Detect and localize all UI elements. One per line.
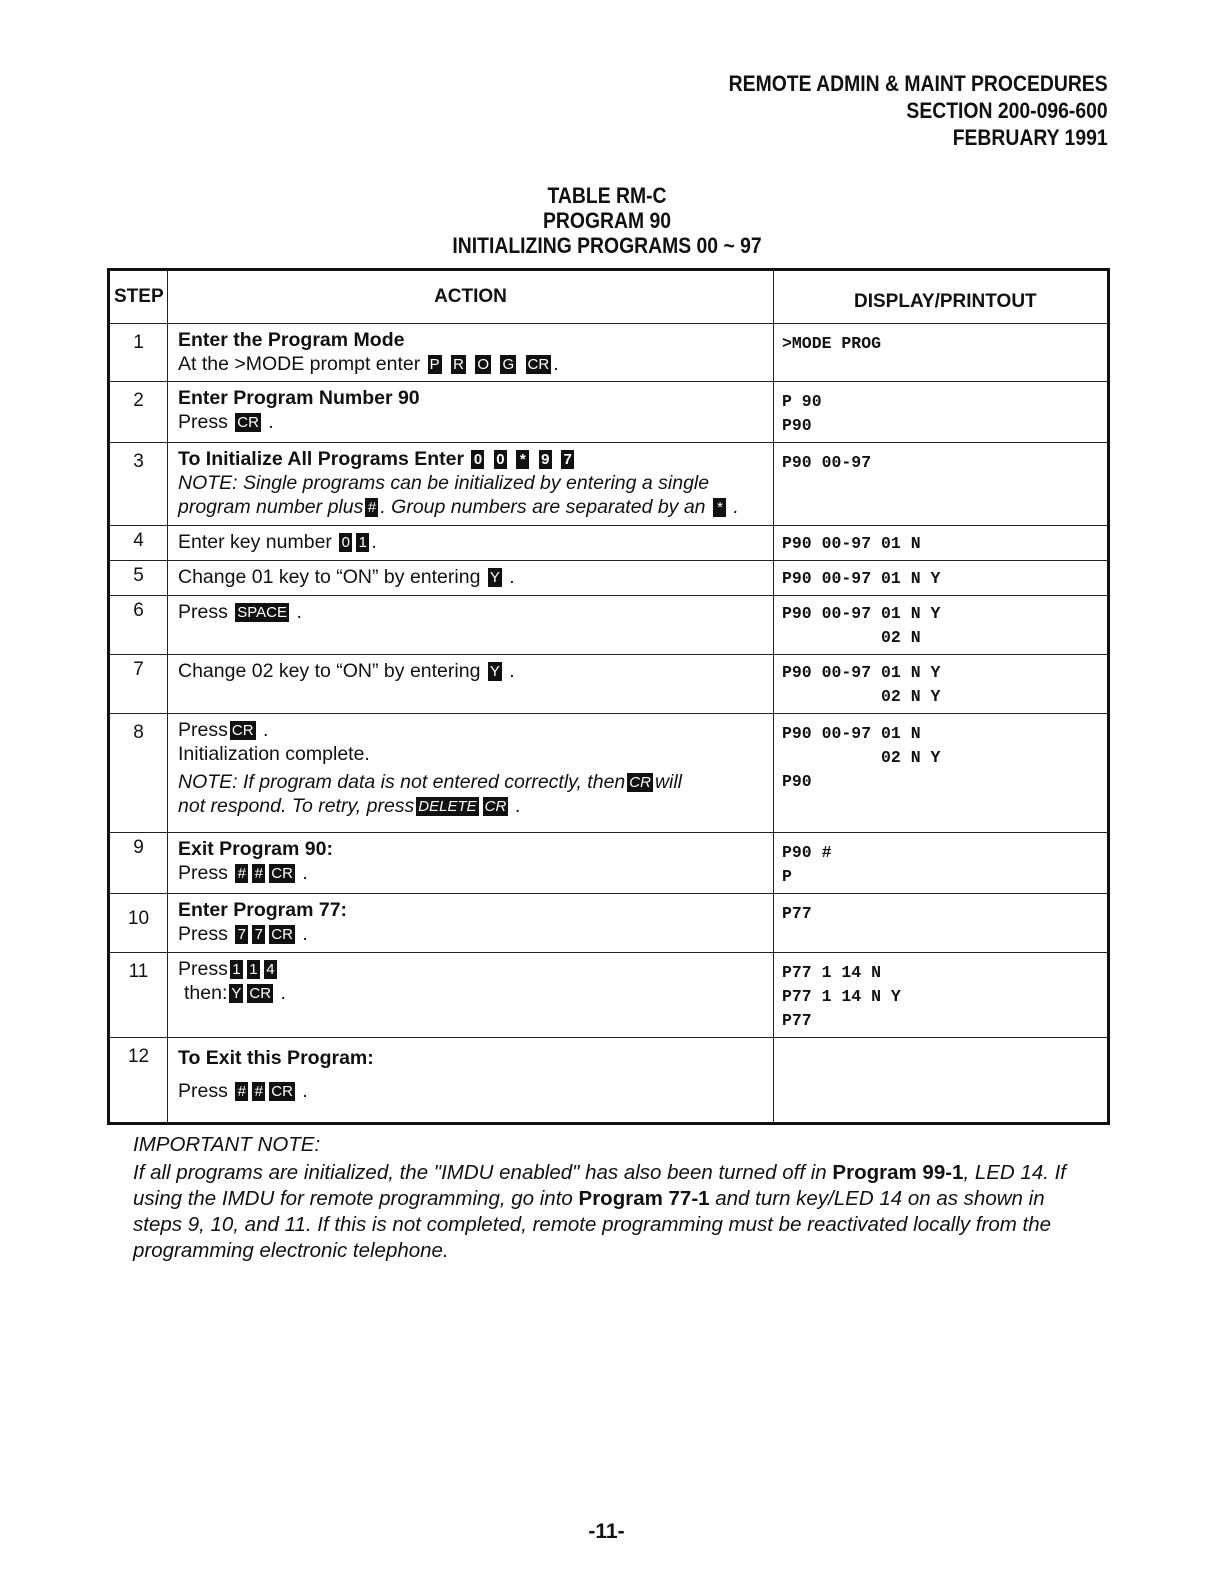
table-row [109,894,1109,953]
important-note [133,1132,1093,1264]
table-id: TABLE RM-C [547,183,667,208]
header-title: REMOTE ADMIN & MAINT PROCEDURES [729,71,1108,96]
key: P [429,356,440,373]
action-heading: Enter the Program Mode [178,329,405,351]
display-cell [774,1038,1109,1124]
display-cell: P90 00-97 01 N 02 N Y P90 [774,714,1109,833]
key: Y [489,569,500,586]
table-row [109,443,1109,526]
key: CR [271,1083,293,1100]
key: # [235,1082,248,1101]
note-text: If all programs are initialized, the "IMDU enabled" has also been turned off in [133,1161,827,1184]
action-heading: Exit Program 90: [178,838,333,860]
table-row [109,561,1109,596]
key: CR [231,722,254,739]
step-number: 11 [109,953,168,1038]
table-row [109,1038,1109,1124]
table-header-row [109,270,1109,324]
table-row [109,953,1109,1038]
display-cell: P90 00-97 01 N Y [774,561,1109,596]
action-note: program number plus # . Group numbers are separated by an * . [178,496,739,518]
action-note: not respond. To retry, press DELETE CR . [178,795,522,817]
table-row [109,833,1109,894]
key: # [365,498,378,517]
action-cell [168,324,774,382]
action-cell [168,833,774,894]
action-cell [168,953,774,1038]
action-cell: Enter key number 0 1 . [168,526,774,561]
note-heading: IMPORTANT NOTE: [133,1133,321,1156]
key: SPACE [237,604,288,621]
key: 0 [471,450,484,469]
key: G [502,356,515,373]
step-number: 5 [109,561,168,596]
key: 7 [561,450,574,469]
step-number: 6 [109,596,168,655]
action-cell [168,1038,774,1124]
note-program-ref: Program 77-1 [578,1187,710,1210]
action-line: Press CR . [178,411,274,433]
key: * [516,450,529,469]
action-cell [168,443,774,526]
key: # [252,864,265,883]
action-heading: To Initialize All Programs Enter 0 0 * 9 7 [178,447,765,471]
procedure-table [107,268,1110,1125]
step-number: 12 [109,1038,168,1124]
key: O [477,356,490,373]
key: 4 [264,960,277,979]
display-cell: P 90 P90 [774,382,1109,443]
step-number: 4 [109,526,168,561]
note-text: , LED 14. If using the IMDU for remote programming, go into [133,1161,1067,1210]
table-row [109,714,1109,833]
key: # [252,1082,265,1101]
table-row [109,324,1109,382]
table-subtitle: INITIALIZING PROGRAMS 00 ~ 97 [452,233,762,258]
step-number: 8 [109,714,168,833]
key: CR [271,865,293,882]
step-number: 9 [109,833,168,894]
table-row [109,655,1109,714]
key: 1 [356,533,369,552]
key: # [235,864,248,883]
action-cell: Change 02 key to “ON” by entering Y . [168,655,774,714]
key: 7 [252,925,265,944]
key: DELETE [418,798,477,815]
key: CR [271,926,293,943]
action-heading: To Exit this Program: [178,1047,374,1069]
action-line: At the >MODE prompt enter P R O G CR . [178,353,559,375]
action-line: Press 1 1 4 [178,957,765,981]
table-title [73,183,1140,258]
action-line: Press # # CR . [178,862,308,884]
action-note: NOTE: Single programs can be initialized by entering a single [178,472,710,494]
display-cell: P90 # P [774,833,1109,894]
table-row [109,382,1109,443]
step-number: 1 [109,324,168,382]
program-name: PROGRAM 90 [543,208,672,233]
key: CR [484,798,507,815]
page-number: -11- [588,1520,625,1543]
action-line: Press # # CR . [178,1080,308,1102]
display-cell: P90 00-97 [774,443,1109,526]
action-cell: Change 01 key to “ON” by entering Y . [168,561,774,596]
action-heading: Enter Program 77: [178,899,348,921]
key: 1 [247,960,260,979]
display-cell: P77 1 14 N P77 1 14 N Y P77 [774,953,1109,1038]
display-cell: P77 [774,894,1109,953]
action-line: then: Y CR . [184,982,286,1004]
col-action: ACTION [168,270,774,324]
display-cell: P90 00-97 01 N [774,526,1109,561]
note-program-ref: Program 99-1 [832,1161,964,1184]
display-cell: >MODE PROG [774,324,1109,382]
header-date: FEBRUARY 1991 [953,125,1108,150]
action-cell [168,714,774,833]
table-row [109,596,1109,655]
action-cell [168,894,774,953]
key: 0 [494,450,507,469]
action-cell [168,382,774,443]
action-line: Press CR . [178,719,269,741]
display-cell: P90 00-97 01 N Y 02 N [774,596,1109,655]
action-note: NOTE: If program data is not entered correctly, then CR will [178,771,683,793]
key: Y [489,663,500,680]
action-heading: Enter Program Number 90 [178,387,420,409]
table-row [109,526,1109,561]
document-header [729,70,1108,151]
key: 9 [539,450,552,469]
step-number: 10 [109,894,168,953]
key: CR [237,414,259,431]
col-step: STEP [109,270,168,324]
step-number: 3 [109,443,168,526]
key: 0 [339,533,352,552]
action-line: Press 7 7 CR . [178,923,308,945]
key: 1 [230,960,243,979]
key: * [713,498,726,517]
step-number: 2 [109,382,168,443]
header-section: SECTION 200-096-600 [906,98,1108,123]
action-line: Initialization complete. [178,743,370,765]
step-number: 7 [109,655,168,714]
key: CR [629,774,651,791]
note-text: and turn key/LED 14 on as shown in steps 9, 10, and 11. If this is not completed, remote programming must be reactivated locally from the programming electronic telephone. [133,1187,1052,1262]
display-cell: P90 00-97 01 N Y 02 N Y [774,655,1109,714]
key: CR [527,356,550,373]
col-display: DISPLAY/PRINTOUT [774,270,1109,324]
key: Y [231,985,242,1002]
key: 7 [235,925,248,944]
key: R [453,356,464,373]
key: CR [249,985,272,1002]
action-cell: Press SPACE . [168,596,774,655]
